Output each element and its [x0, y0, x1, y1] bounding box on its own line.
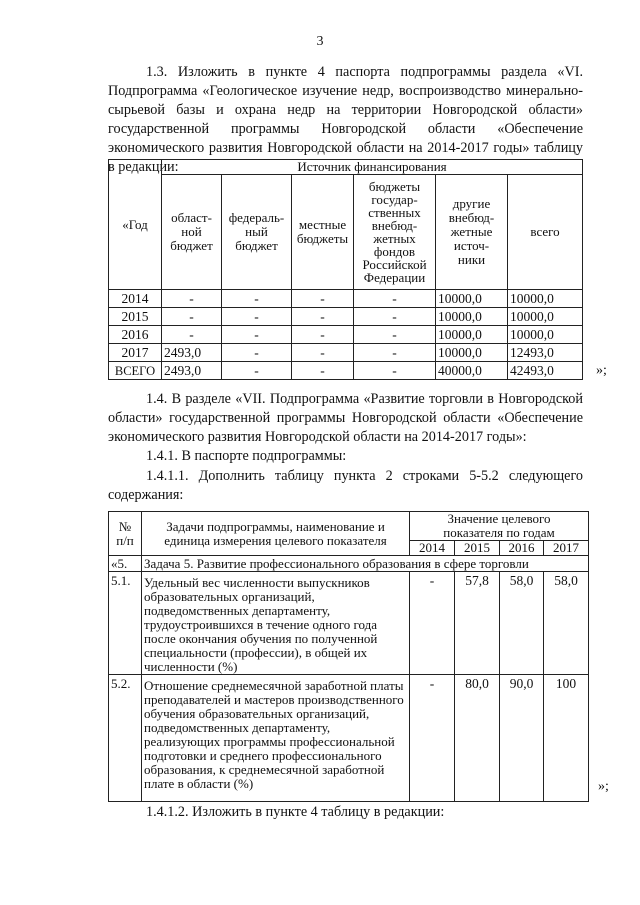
task-title: Задача 5. Развитие профессионального образования в сфере торговли — [142, 556, 589, 572]
col-other-sources: другие внебюд- жетные источ- ники — [436, 175, 508, 290]
year-cell: 2016 — [109, 326, 162, 344]
value-cell: 10000,0 — [436, 326, 508, 344]
indicator-number: 5.1. — [109, 572, 142, 675]
table1-closing-quote: »; — [596, 363, 607, 378]
value-cell: 100 — [544, 675, 589, 802]
value-cell: - — [354, 362, 436, 380]
table2-closing-quote: »; — [598, 779, 609, 794]
value-cell: - — [410, 675, 455, 802]
value-cell: - — [410, 572, 455, 675]
value-cell: 10000,0 — [508, 326, 583, 344]
col-regional-budget: област- ной бюджет — [162, 175, 222, 290]
value-cell: - — [162, 326, 222, 344]
paragraph-1-3: 1.3. Изложить в пункте 4 паспорта подпрограммы раздела «VI. Подпрограмма «Геологическое изучение недр, воспроизводство минерально-сырьевой базы и охрана недр на территории Новгородской области» государственной программы Новгородской области «Обеспечение экономического развития Новгородской области на 2014-2017 годы» таблицу в редакции: — [108, 64, 583, 175]
target-indicators-table — [108, 511, 589, 802]
value-cell: - — [292, 362, 354, 380]
col-extrabudgetary-funds: бюджеты государ- ственных внебюд- жетных фондов Российской Федерации — [354, 175, 436, 290]
year-2016-header: 2016 — [500, 541, 544, 556]
value-cell: - — [222, 326, 292, 344]
value-cell: 10000,0 — [508, 308, 583, 326]
paragraph-1-4: 1.4. В разделе «VII. Подпрограмма «Развитие торговли в Новгородской области» государственной программы Новгородской области «Обеспечение экономического развития Новгородской области на 2014-2017 годы»: — [108, 391, 583, 445]
value-cell: - — [292, 344, 354, 362]
col-values-header: Значение целевого показателя по годам — [410, 512, 589, 541]
paragraph-1-4-1: 1.4.1. В паспорте подпрограммы: — [146, 448, 347, 464]
table-row — [109, 344, 583, 362]
indicator-text: Удельный вес численности выпускников образовательных организаций, подведомственных департаменту, трудоустроившихся в течение одного года после окончания обучения по полученной специальности (профессии), в общей их численности (%) — [142, 572, 410, 675]
financing-table — [108, 159, 583, 380]
value-cell: - — [292, 326, 354, 344]
value-cell: 58,0 — [500, 572, 544, 675]
value-cell: 10000,0 — [436, 344, 508, 362]
value-cell: - — [222, 308, 292, 326]
col-federal-budget: федераль- ный бюджет — [222, 175, 292, 290]
value-cell: 2493,0 — [162, 344, 222, 362]
value-cell: 40000,0 — [436, 362, 508, 380]
year-2014-header: 2014 — [410, 541, 455, 556]
table-row — [109, 572, 589, 675]
indicator-number: 5.2. — [109, 675, 142, 802]
value-cell: 10000,0 — [436, 290, 508, 308]
year-cell: 2014 — [109, 290, 162, 308]
col-total: всего — [508, 175, 583, 290]
col-local-budgets: местные бюджеты — [292, 175, 354, 290]
year-cell: 2015 — [109, 308, 162, 326]
value-cell: - — [292, 290, 354, 308]
value-cell: 80,0 — [455, 675, 500, 802]
table-row — [109, 308, 583, 326]
year-2017-header: 2017 — [544, 541, 589, 556]
value-cell: - — [354, 326, 436, 344]
value-cell: - — [354, 308, 436, 326]
value-cell: 57,8 — [455, 572, 500, 675]
value-cell: - — [354, 344, 436, 362]
table-row — [109, 326, 583, 344]
value-cell: 2493,0 — [162, 362, 222, 380]
value-cell: 90,0 — [500, 675, 544, 802]
value-cell: 12493,0 — [508, 344, 583, 362]
paragraph-1-4-1-1: 1.4.1.1. Дополнить таблицу пункта 2 строками 5-5.2 следующего содержания: — [108, 468, 583, 503]
page-number: 3 — [316, 34, 324, 49]
table-row — [109, 675, 589, 802]
task-row — [109, 556, 589, 572]
table-row — [109, 290, 583, 308]
table-row-total — [109, 362, 583, 380]
value-cell: 42493,0 — [508, 362, 583, 380]
value-cell: - — [222, 290, 292, 308]
paragraph-1-4-1-2: 1.4.1.2. Изложить в пункте 4 таблицу в редакции: — [146, 804, 445, 820]
year-2015-header: 2015 — [455, 541, 500, 556]
col-number-header: № п/п — [109, 512, 142, 556]
year-cell: 2017 — [109, 344, 162, 362]
year-header: «Год — [109, 160, 162, 290]
total-label-cell: ВСЕГО — [109, 362, 162, 380]
value-cell: - — [222, 362, 292, 380]
value-cell: - — [162, 290, 222, 308]
task-number: «5. — [109, 556, 142, 572]
value-cell: - — [292, 308, 354, 326]
value-cell: - — [354, 290, 436, 308]
indicator-text: Отношение среднемесячной заработной платы преподавателей и мастеров производственного обучения образовательных организаций, подведомственных департаменту, реализующих программы профессиональной подготовки и среднего профессионального образования, к среднемесячной заработной плате в области (%) — [142, 675, 410, 802]
value-cell: 58,0 — [544, 572, 589, 675]
col-tasks-header: Задачи подпрограммы, наименование и единица измерения целевого показателя — [142, 512, 410, 556]
value-cell: - — [222, 344, 292, 362]
value-cell: - — [162, 308, 222, 326]
value-cell: 10000,0 — [508, 290, 583, 308]
value-cell: 10000,0 — [436, 308, 508, 326]
funding-source-header: Источник финансирования — [162, 160, 583, 175]
